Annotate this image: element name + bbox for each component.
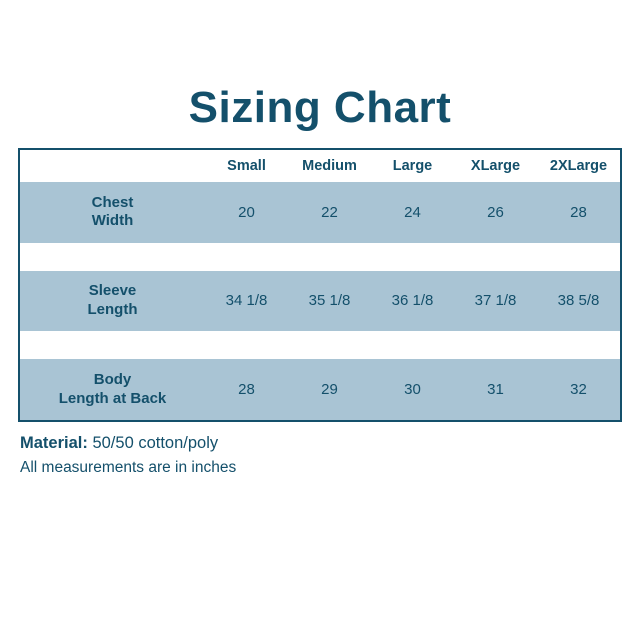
cell-body-length-xlarge: 31: [454, 359, 537, 420]
cell-body-length-medium: 29: [288, 359, 371, 420]
material-value: 50/50 cotton/poly: [92, 434, 219, 452]
cell-chest-width-xlarge: 26: [454, 182, 537, 243]
table-row: [20, 271, 620, 332]
column-header-small: Small: [205, 150, 288, 182]
spacer-cell: [20, 331, 620, 359]
cell-sleeve-length-xlarge: 37 1/8: [454, 271, 537, 332]
row-label-line1: Sleeve: [88, 282, 137, 300]
cell-body-length-large: 30: [371, 359, 454, 420]
table-header: [20, 150, 620, 182]
material-line: [20, 432, 620, 456]
table-row-spacer: [20, 331, 620, 359]
row-label-line1: Chest: [91, 193, 134, 211]
cell-chest-width-2xlarge: 28: [537, 182, 620, 243]
table-row: [20, 359, 620, 420]
row-label-line2: Length: [87, 300, 138, 318]
row-label-chest-width: [20, 182, 205, 243]
column-header-medium: Medium: [288, 150, 371, 182]
row-label-sleeve-length: [20, 271, 205, 332]
footer-notes: [20, 432, 620, 479]
cell-sleeve-length-medium: 35 1/8: [288, 271, 371, 332]
column-header-large: Large: [371, 150, 454, 182]
measurements-note: All measurements are in inches: [20, 458, 237, 476]
table-body: [20, 182, 620, 420]
cell-body-length-small: 28: [205, 359, 288, 420]
column-header-2xlarge: 2XLarge: [537, 150, 620, 182]
row-label-line2: Width: [91, 212, 134, 230]
cell-chest-width-small: 20: [205, 182, 288, 243]
cell-sleeve-length-2xlarge: 38 5/8: [537, 271, 620, 332]
cell-chest-width-large: 24: [371, 182, 454, 243]
spacer-cell: [20, 243, 620, 271]
row-label-line1: Body: [93, 370, 132, 388]
table-row-spacer: [20, 243, 620, 271]
page-title: Sizing Chart: [188, 83, 452, 132]
sizing-table-container: [18, 148, 622, 422]
cell-chest-width-medium: 22: [288, 182, 371, 243]
material-label: Material:: [20, 434, 88, 452]
column-header-xlarge: XLarge: [454, 150, 537, 182]
cell-sleeve-length-small: 34 1/8: [205, 271, 288, 332]
row-label-line2: Length at Back: [58, 389, 167, 407]
table-row: [20, 182, 620, 243]
table-header-row: [20, 150, 620, 182]
row-label-body-length-at-back: [20, 359, 205, 420]
cell-sleeve-length-large: 36 1/8: [371, 271, 454, 332]
cell-body-length-2xlarge: 32: [537, 359, 620, 420]
column-header-rowlabel: [20, 150, 205, 182]
sizing-table: [20, 150, 620, 420]
